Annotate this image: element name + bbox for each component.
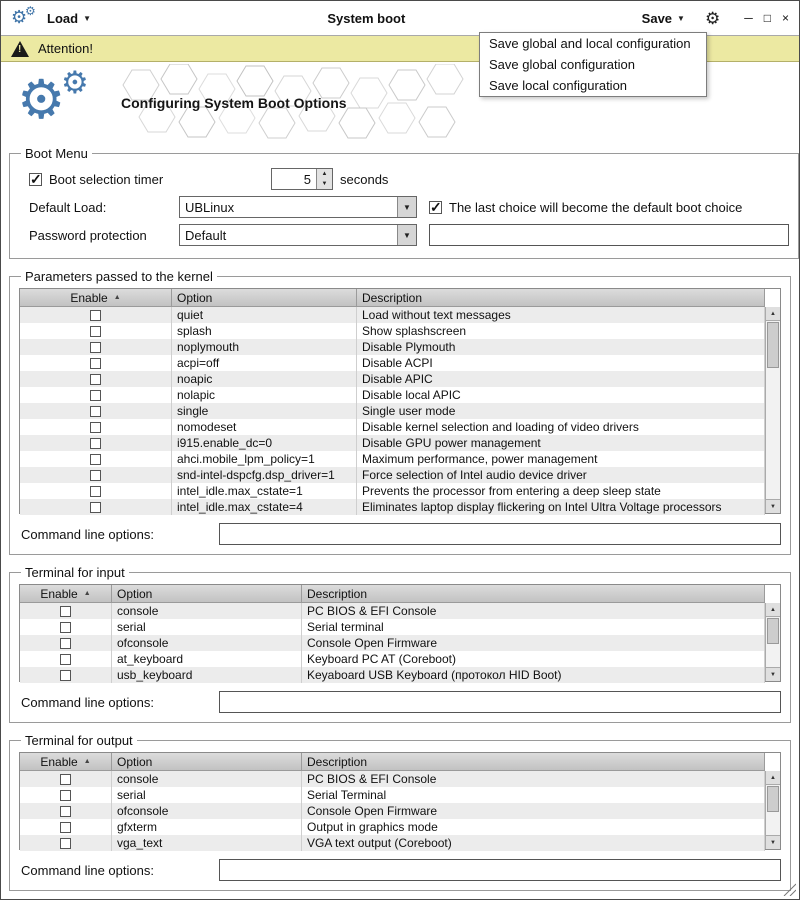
table-row[interactable] — [20, 435, 765, 451]
table-row[interactable] — [20, 483, 765, 499]
option-cell: quiet — [172, 307, 357, 323]
scroll-down-button[interactable]: ▼ — [766, 667, 780, 681]
terminal-input-group — [9, 565, 791, 723]
enable-cell — [20, 467, 172, 483]
option-cell: nolapic — [172, 387, 357, 403]
description-cell: Console Open Firmware — [302, 803, 765, 819]
scroll-down-button[interactable]: ▼ — [766, 499, 780, 513]
column-header-enable[interactable] — [20, 753, 112, 770]
timer-row — [19, 165, 789, 193]
terminal-output-cmdline-input[interactable] — [219, 859, 781, 881]
timer-spinner[interactable] — [271, 168, 333, 190]
description-cell: Eliminates laptop display flickering on Intel Ultra Voltage processors — [357, 499, 765, 515]
table-row[interactable] — [20, 467, 765, 483]
table-body — [20, 771, 765, 851]
terminal-output-group — [9, 733, 791, 891]
description-cell: Keyaboard USB Keyboard (протокол HID Boot) — [302, 667, 765, 683]
table-row[interactable] — [20, 307, 765, 323]
table-row[interactable] — [20, 419, 765, 435]
password-protection-label: Password protection — [29, 227, 147, 243]
enable-cell — [20, 771, 112, 787]
table-row[interactable] — [20, 371, 765, 387]
scrollbar-thumb[interactable] — [767, 618, 779, 644]
enable-cell — [20, 371, 172, 387]
window-controls — [744, 12, 789, 24]
option-cell: console — [112, 771, 302, 787]
close-button[interactable]: × — [781, 11, 789, 25]
sort-asc-icon: ▲ — [83, 758, 91, 765]
row-enable-checkbox[interactable] — [90, 358, 101, 369]
maximize-button[interactable]: □ — [763, 11, 771, 25]
kernel-cmdline-input[interactable] — [219, 523, 781, 545]
option-cell: splash — [172, 323, 357, 339]
description-cell: Single user mode — [357, 403, 765, 419]
row-enable-checkbox[interactable] — [90, 502, 101, 513]
cmdline-row — [19, 859, 781, 881]
vertical-scrollbar[interactable] — [765, 307, 780, 513]
scrollbar-thumb[interactable] — [767, 322, 779, 368]
last-choice-label: The last choice will become the default boot choice — [449, 199, 743, 215]
last-choice-checkbox[interactable] — [429, 201, 442, 214]
page-title: Configuring System Boot Options — [121, 95, 347, 111]
option-cell: vga_text — [112, 835, 302, 851]
enable-cell — [20, 339, 172, 355]
column-header-description[interactable]: Description — [302, 585, 765, 602]
settings-gear-icon[interactable]: ⚙ — [704, 8, 721, 28]
scroll-up-button[interactable]: ▲ — [766, 307, 780, 321]
app-logo-gears — [17, 65, 113, 137]
terminal-input-cmdline-input[interactable] — [219, 691, 781, 713]
enable-cell — [20, 355, 172, 371]
option-cell: ofconsole — [112, 803, 302, 819]
vertical-scrollbar[interactable] — [765, 603, 780, 681]
enable-cell — [20, 651, 112, 667]
table-header — [20, 585, 765, 603]
sort-asc-icon: ▲ — [113, 294, 121, 301]
description-cell: Disable APIC — [357, 371, 765, 387]
description-cell: Show splashscreen — [357, 323, 765, 339]
column-header-description[interactable]: Description — [357, 289, 765, 306]
enable-cell — [20, 435, 172, 451]
description-cell: Output in graphics mode — [302, 819, 765, 835]
boot-timer-checkbox[interactable] — [29, 173, 42, 186]
enable-cell — [20, 667, 112, 683]
chevron-down-icon: ▼ — [677, 13, 685, 23]
enable-cell — [20, 619, 112, 635]
table-row[interactable] — [20, 387, 765, 403]
table-row[interactable] — [20, 451, 765, 467]
option-cell: console — [112, 603, 302, 619]
boot-menu-legend: Boot Menu — [25, 146, 88, 161]
option-cell: serial — [112, 787, 302, 803]
table-row[interactable] — [20, 323, 765, 339]
default-load-row — [19, 193, 789, 221]
option-cell: gfxterm — [112, 819, 302, 835]
row-enable-checkbox[interactable] — [90, 470, 101, 481]
option-cell: ofconsole — [112, 635, 302, 651]
gear-icon: ⚙ — [11, 7, 28, 27]
column-header-option[interactable]: Option — [172, 289, 357, 306]
table-row[interactable] — [20, 499, 765, 515]
row-enable-checkbox[interactable] — [60, 606, 71, 617]
description-cell: Maximum performance, power management — [357, 451, 765, 467]
option-cell: ahci.mobile_lpm_policy=1 — [172, 451, 357, 467]
table-body — [20, 603, 765, 683]
menu-item-save-global[interactable]: Save global configuration — [489, 57, 635, 72]
row-enable-checkbox[interactable] — [90, 374, 101, 385]
cmdline-label: Command line options: — [21, 694, 154, 710]
kernel-params-group — [9, 269, 791, 555]
spinner-down-button[interactable]: ▼ — [321, 181, 328, 187]
chevron-down-icon[interactable]: ▼ — [397, 197, 416, 217]
option-cell: acpi=off — [172, 355, 357, 371]
description-cell: Prevents the processor from entering a deep sleep state — [357, 483, 765, 499]
column-header-option[interactable]: Option — [112, 753, 302, 770]
description-cell: Disable kernel selection and loading of video drivers — [357, 419, 765, 435]
description-cell: PC BIOS & EFI Console — [302, 771, 765, 787]
vertical-scrollbar[interactable] — [765, 771, 780, 849]
gear-icon: ⚙ — [61, 65, 89, 100]
table-row[interactable] — [20, 651, 765, 667]
scrollbar-thumb[interactable] — [767, 786, 779, 812]
enable-cell — [20, 635, 112, 651]
enable-cell — [20, 803, 112, 819]
table-header — [20, 753, 765, 771]
terminal-output-legend: Terminal for output — [25, 733, 133, 748]
titlebar — [1, 1, 799, 35]
description-cell: Disable GPU power management — [357, 435, 765, 451]
description-cell: PC BIOS & EFI Console — [302, 603, 765, 619]
column-header-enable[interactable] — [20, 289, 172, 306]
boot-menu-group — [9, 146, 799, 259]
default-load-label: Default Load: — [29, 199, 107, 215]
description-cell: Console Open Firmware — [302, 635, 765, 651]
spinner-up-button[interactable]: ▲ — [321, 171, 328, 177]
option-cell: single — [172, 403, 357, 419]
enable-cell — [20, 819, 112, 835]
kernel-params-table — [19, 288, 781, 514]
description-cell: Disable Plymouth — [357, 339, 765, 355]
table-row[interactable] — [20, 819, 765, 835]
sort-asc-icon: ▲ — [83, 590, 91, 597]
enable-cell — [20, 323, 172, 339]
option-cell: snd-intel-dspcfg.dsp_driver=1 — [172, 467, 357, 483]
gear-icon: ⚙ — [17, 70, 66, 130]
enable-header-label: Enable — [40, 754, 78, 769]
option-cell: intel_idle.max_cstate=1 — [172, 483, 357, 499]
cmdline-row — [19, 523, 781, 545]
terminal-input-table — [19, 584, 781, 682]
column-header-enable[interactable] — [20, 585, 112, 602]
scroll-up-button[interactable]: ▲ — [766, 771, 780, 785]
description-cell: VGA text output (Coreboot) — [302, 835, 765, 851]
enable-cell — [20, 451, 172, 467]
scrollbar-track[interactable] — [766, 321, 780, 499]
row-enable-checkbox[interactable] — [60, 838, 71, 849]
resize-grip[interactable] — [783, 883, 796, 896]
password-input[interactable] — [429, 224, 789, 246]
save-dropdown-menu — [479, 32, 707, 97]
timer-unit-label: seconds — [340, 171, 389, 187]
load-menu-button[interactable] — [47, 11, 91, 26]
row-enable-checkbox[interactable] — [60, 822, 71, 833]
spinner-buttons — [316, 169, 332, 189]
row-enable-checkbox[interactable] — [90, 438, 101, 449]
table-row[interactable] — [20, 803, 765, 819]
description-cell: Force selection of Intel audio device driver — [357, 467, 765, 483]
row-enable-checkbox[interactable] — [60, 806, 71, 817]
option-cell: noapic — [172, 371, 357, 387]
option-cell: usb_keyboard — [112, 667, 302, 683]
scroll-up-button[interactable]: ▲ — [766, 603, 780, 617]
minimize-button[interactable]: ─ — [744, 11, 753, 25]
cmdline-label: Command line options: — [21, 862, 154, 878]
row-enable-checkbox[interactable] — [60, 790, 71, 801]
row-enable-checkbox[interactable] — [90, 326, 101, 337]
row-enable-checkbox[interactable] — [90, 390, 101, 401]
table-row[interactable] — [20, 619, 765, 635]
app-gears-icon — [11, 5, 39, 31]
table-row[interactable] — [20, 771, 765, 787]
enable-cell — [20, 603, 112, 619]
row-enable-checkbox[interactable] — [60, 774, 71, 785]
description-cell: Keyboard PC AT (Coreboot) — [302, 651, 765, 667]
option-cell: intel_idle.max_cstate=4 — [172, 499, 357, 515]
column-header-description[interactable]: Description — [302, 753, 765, 770]
table-row[interactable] — [20, 835, 765, 851]
scrollbar-track[interactable] — [766, 785, 780, 835]
password-protection-select[interactable] — [179, 224, 417, 246]
load-menu-label: Load — [47, 10, 79, 26]
enable-cell — [20, 835, 112, 851]
enable-cell — [20, 387, 172, 403]
enable-header-label: Enable — [40, 586, 78, 601]
table-header — [20, 289, 765, 307]
column-header-option[interactable]: Option — [112, 585, 302, 602]
default-load-value: UBLinux — [185, 199, 235, 215]
timer-value: 5 — [303, 172, 311, 187]
password-protection-value: Default — [185, 227, 227, 243]
option-cell: noplymouth — [172, 339, 357, 355]
terminal-input-legend: Terminal for input — [25, 565, 125, 580]
row-enable-checkbox[interactable] — [60, 654, 71, 665]
menu-item-save-local[interactable]: Save local configuration — [489, 78, 628, 93]
row-enable-checkbox[interactable] — [90, 454, 101, 465]
chevron-down-icon[interactable]: ▼ — [397, 225, 416, 245]
row-enable-checkbox[interactable] — [60, 638, 71, 649]
scroll-down-button[interactable]: ▼ — [766, 835, 780, 849]
table-row[interactable] — [20, 403, 765, 419]
save-menu-label: Save — [641, 10, 673, 26]
table-body — [20, 307, 765, 515]
window-title: System boot — [327, 10, 406, 26]
table-row[interactable] — [20, 667, 765, 683]
enable-cell — [20, 419, 172, 435]
menu-item-save-global-and-local[interactable]: Save global and local configuration — [489, 36, 691, 51]
chevron-down-icon: ▼ — [83, 13, 91, 23]
row-enable-checkbox[interactable] — [60, 622, 71, 633]
row-enable-checkbox[interactable] — [90, 486, 101, 497]
terminal-output-table — [19, 752, 781, 850]
table-row[interactable] — [20, 355, 765, 371]
option-cell: nomodeset — [172, 419, 357, 435]
row-enable-checkbox[interactable] — [90, 310, 101, 321]
description-cell: Disable local APIC — [357, 387, 765, 403]
default-load-select[interactable] — [179, 196, 417, 218]
row-enable-checkbox[interactable] — [90, 406, 101, 417]
scrollbar-track[interactable] — [766, 617, 780, 667]
enable-cell — [20, 483, 172, 499]
attention-label: Attention! — [38, 41, 93, 56]
table-row[interactable] — [20, 787, 765, 803]
option-cell: at_keyboard — [112, 651, 302, 667]
save-menu-button[interactable] — [642, 11, 685, 26]
warning-icon: ! — [11, 41, 29, 57]
description-cell: Load without text messages — [357, 307, 765, 323]
enable-cell — [20, 499, 172, 515]
table-row[interactable] — [20, 635, 765, 651]
boot-timer-label: Boot selection timer — [49, 171, 164, 187]
description-cell: Disable ACPI — [357, 355, 765, 371]
description-cell: Serial terminal — [302, 619, 765, 635]
password-row — [19, 221, 789, 249]
enable-cell — [20, 403, 172, 419]
cmdline-row — [19, 691, 781, 713]
row-enable-checkbox[interactable] — [90, 342, 101, 353]
description-cell: Serial Terminal — [302, 787, 765, 803]
gear-icon: ⚙ — [25, 4, 36, 18]
option-cell: i915.enable_dc=0 — [172, 435, 357, 451]
enable-cell — [20, 787, 112, 803]
cmdline-label: Command line options: — [21, 526, 154, 542]
row-enable-checkbox[interactable] — [60, 670, 71, 681]
enable-cell — [20, 307, 172, 323]
table-row[interactable] — [20, 603, 765, 619]
enable-header-label: Enable — [70, 290, 108, 305]
row-enable-checkbox[interactable] — [90, 422, 101, 433]
table-row[interactable] — [20, 339, 765, 355]
option-cell: serial — [112, 619, 302, 635]
kernel-params-legend: Parameters passed to the kernel — [25, 269, 213, 284]
